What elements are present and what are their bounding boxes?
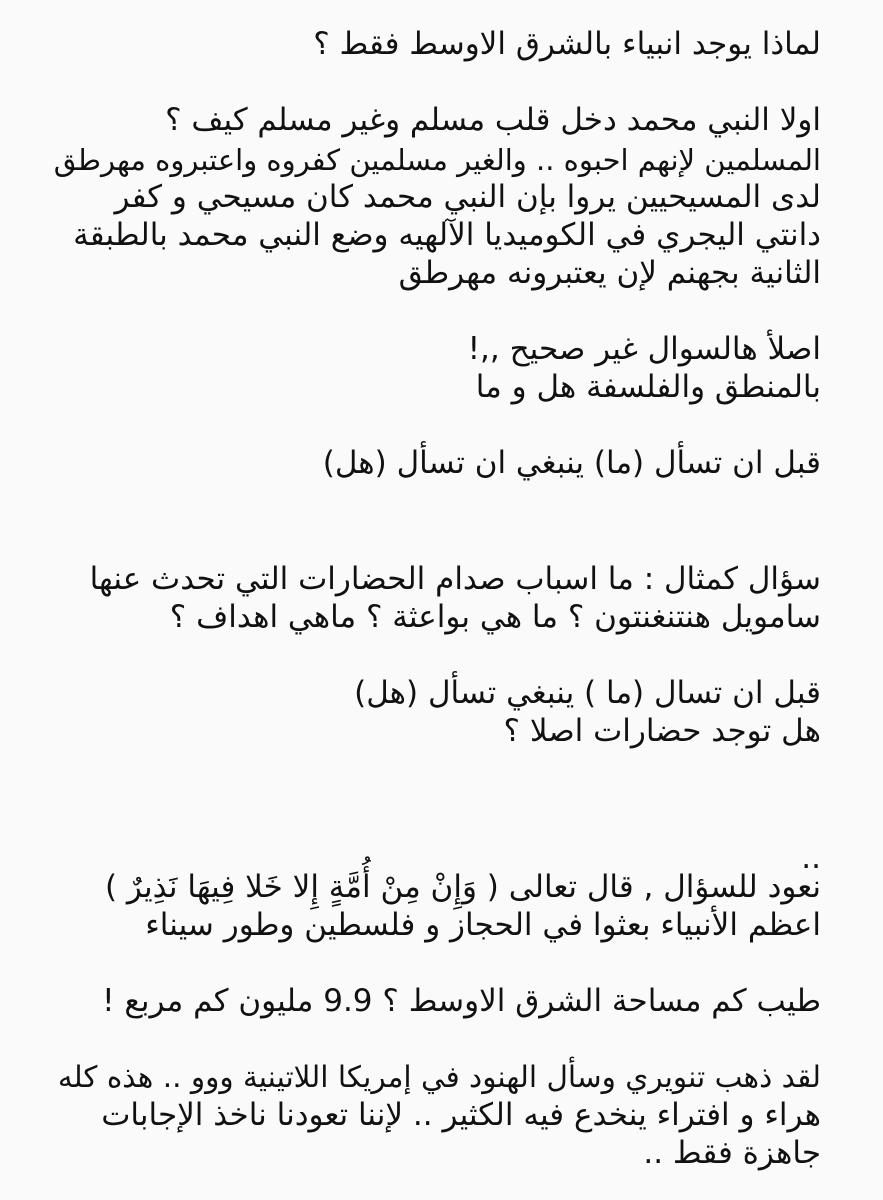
text-line-ellipsis: ..: [801, 840, 821, 876]
text-line: هل توجد حضارات اصلا ؟: [503, 713, 821, 749]
text-line: سؤال كمثال : ما اسباب صدام الحضارات التي تحدث عنها: [89, 561, 821, 597]
text-line: اعظم الأنبياء بعثوا في الحجاز و فلسطين وطور سيناء: [145, 907, 821, 943]
text-line: اصلأ هالسوال غير صحيح ,,!: [467, 331, 821, 367]
text-line: طيب كم مساحة الشرق الاوسط ؟ 9.9 مليون كم مربع !: [102, 983, 821, 1019]
text-line: دانتي اليجري في الكوميديا الآلهيه وضع النبي محمد بالطبقة: [73, 217, 821, 253]
text-line: لقد ذهب تنويري وسأل الهنود في إمريكا اللاتينية ووو .. هذه كله: [57, 1060, 821, 1094]
text-line: لدى المسيحيين يروا بإن النبي محمد كان مسيحي و كفر: [114, 179, 821, 215]
text-line: هراء و افتراء ينخدع فيه الكثير .. لإننا تعودنا ناخذ الإجابات: [101, 1097, 821, 1133]
text-line-heading: لماذا يوجد انبياء بالشرق الاوسط فقط ؟: [313, 26, 821, 62]
text-line: قبل ان تسال (ما ) ينبغي تسأل (هل): [354, 675, 821, 711]
text-line: جاهزة فقط ..: [643, 1135, 821, 1171]
text-line: اولا النبي محمد دخل قلب مسلم وغير مسلم كيف ؟: [165, 102, 821, 138]
text-line: بالمنطق والفلسفة هل و ما: [475, 369, 821, 405]
text-line: الثانية بجهنم لإن يعتبرونه مهرطق: [398, 255, 821, 291]
text-line: المسلمين لإنهم احبوه .. والغير مسلمين كفروه واعتبروه مهرطق: [53, 143, 821, 177]
text-line: قبل ان تسأل (ما) ينبغي ان تسأل (هل): [322, 445, 821, 481]
text-line: سامويل هنتنغنتون ؟ ما هي بواعثة ؟ ماهي اهداف ؟: [169, 599, 821, 635]
text-line-quote: نعود للسؤال , قال تعالى ( وَإِنْ مِنْ أُمَّةٍ إِلا خَلا فِيهَا نَذِيرٌ ): [104, 869, 821, 905]
